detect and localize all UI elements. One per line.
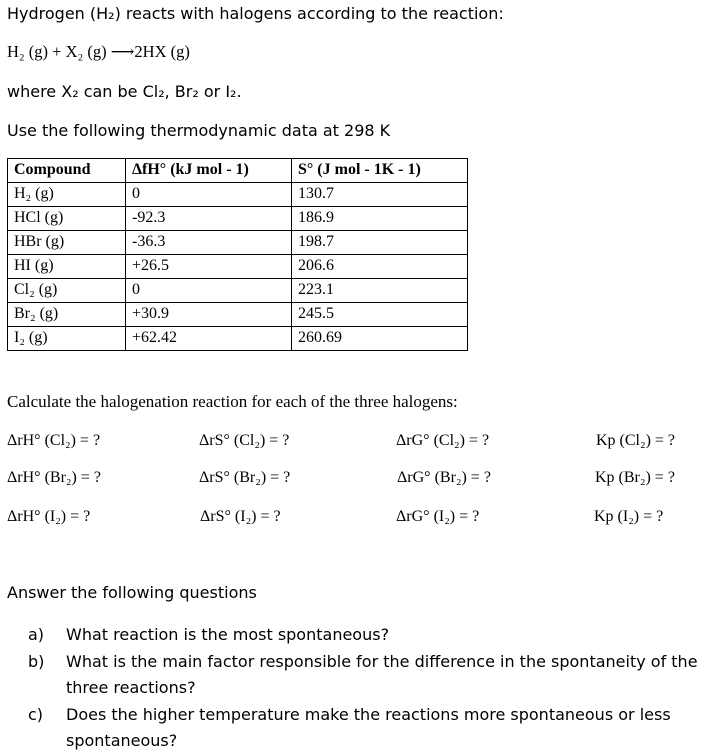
kp-i2: Kp (I₂) = ? [594, 508, 664, 525]
table-header-row [8, 159, 468, 183]
enthalpy-cell: -92.3 [126, 207, 292, 231]
question-c [28, 702, 708, 755]
compound-cell: Br₂ (g) [8, 303, 126, 327]
kp-cl2: Kp (Cl₂) = ? [596, 432, 676, 449]
calculate-instruction: Calculate the halogenation reaction for each of the three halogens: [7, 392, 458, 411]
gibbs-i2: ΔrG° (I₂) = ? [396, 508, 480, 525]
question-marker: c) [28, 704, 44, 724]
entropy-cell: 223.1 [292, 279, 468, 303]
compound-cell: H₂ (g) [8, 183, 126, 207]
enthalpy-cell: -36.3 [126, 231, 292, 255]
table-row [8, 231, 468, 255]
enthalpy-i2: ΔrH° (I₂) = ? [7, 508, 91, 525]
entropy-br2: ΔrS° (Br₂) = ? [199, 469, 291, 486]
answer-heading: Answer the following questions [7, 583, 257, 602]
compound-cell: Cl₂ (g) [8, 279, 126, 303]
kp-br2: Kp (Br₂) = ? [595, 469, 675, 486]
question-marker: a) [28, 625, 45, 644]
table-row [8, 279, 468, 303]
use-data-text: Use the following thermodynamic data at 298 K [7, 121, 391, 140]
question-text: Does the higher temperature make the reactions more spontaneous or less spontaneous? [66, 704, 671, 750]
compound-cell: HCl (g) [8, 207, 126, 231]
table-row [8, 327, 468, 351]
thermodynamic-data-table [7, 158, 468, 351]
entropy-cell: 130.7 [292, 183, 468, 207]
entropy-cell: 206.6 [292, 255, 468, 279]
enthalpy-cell: 0 [126, 183, 292, 207]
enthalpy-cell: +26.5 [126, 255, 292, 279]
reaction-equation: H₂ (g) + X₂ (g) ⟶2HX (g) [7, 42, 190, 61]
gibbs-br2: ΔrG° (Br₂) = ? [397, 469, 491, 486]
enthalpy-cell: +62.42 [126, 327, 292, 351]
enthalpy-cell: +30.9 [126, 303, 292, 327]
question-text: What reaction is the most spontaneous? [66, 625, 390, 644]
compound-cell: HBr (g) [8, 231, 126, 255]
question-a [28, 622, 708, 649]
header-compound: Compound [8, 159, 126, 183]
entropy-cell: 198.7 [292, 231, 468, 255]
entropy-i2: ΔrS° (I₂) = ? [200, 508, 281, 525]
entropy-cell: 260.69 [292, 327, 468, 351]
where-text: where X₂ can be Cl₂, Br₂ or I₂. [7, 82, 242, 101]
header-entropy: S° (J mol - 1K - 1) [292, 159, 468, 183]
enthalpy-cell: 0 [126, 279, 292, 303]
gibbs-cl2: ΔrG° (Cl₂) = ? [396, 432, 490, 449]
table-row [8, 303, 468, 327]
question-list [28, 622, 708, 755]
question-text: What is the main factor responsible for the difference in the spontaneity of the three reactions? [66, 651, 698, 697]
enthalpy-br2: ΔrH° (Br₂) = ? [7, 469, 101, 486]
header-enthalpy: ΔfH° (kJ mol - 1) [126, 159, 292, 183]
question-b [28, 649, 708, 702]
compound-cell: I₂ (g) [8, 327, 126, 351]
question-marker: b) [28, 651, 45, 671]
entropy-cell: 186.9 [292, 207, 468, 231]
compound-cell: HI (g) [8, 255, 126, 279]
entropy-cell: 245.5 [292, 303, 468, 327]
entropy-cl2: ΔrS° (Cl₂) = ? [199, 432, 290, 449]
intro-text: Hydrogen (H₂) reacts with halogens according to the reaction: [7, 4, 504, 23]
table-row [8, 207, 468, 231]
table-row [8, 183, 468, 207]
table-row [8, 255, 468, 279]
enthalpy-cl2: ΔrH° (Cl₂) = ? [7, 432, 101, 449]
